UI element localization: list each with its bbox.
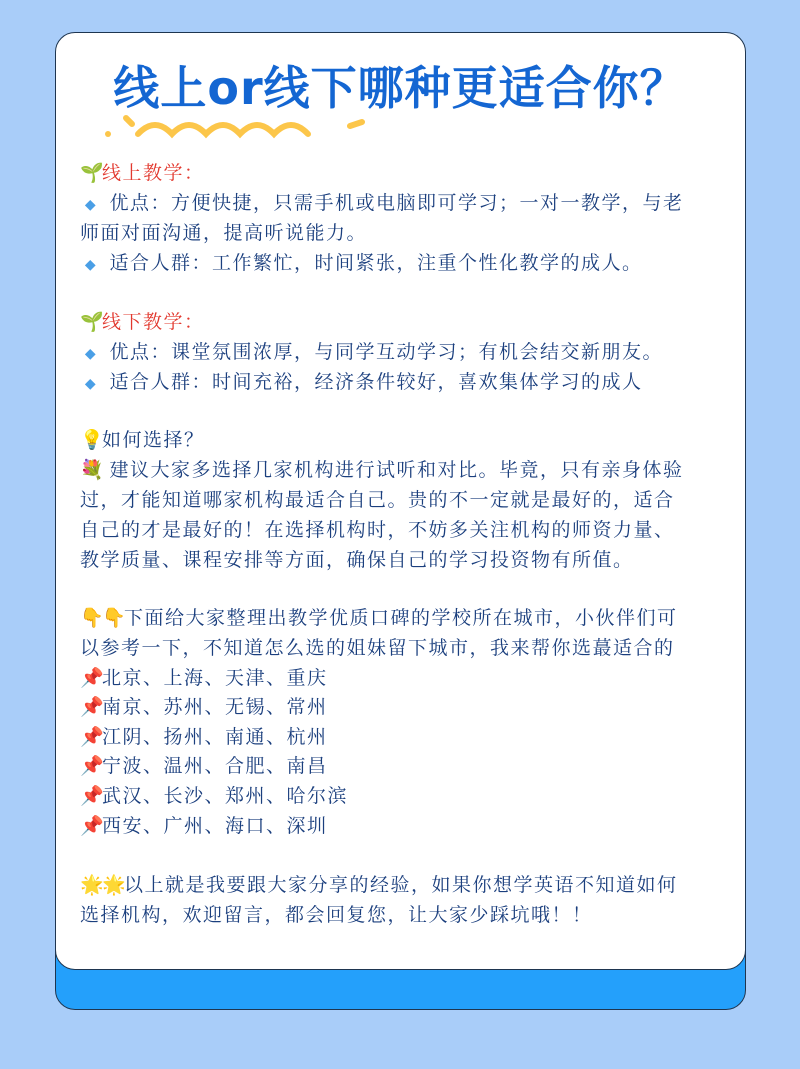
pin-icon: 📌 [80, 696, 106, 718]
cities-intro-cont: 以参考一下，不知道怎么选的姐妹留下城市，我来帮你选蕞适合的 [80, 637, 675, 659]
cities-intro: 👇👇下面给大家整理出教学优质口碑的学校所在城市，小伙伴们可 [80, 603, 678, 633]
city-group: 📌宁波、温州、合肥、南昌 [80, 751, 328, 781]
online-audience: ◆ 适合人群：工作繁忙，时间紧张，注重个性化教学的成人。 [80, 248, 643, 280]
sprout-icon: 🌱 [80, 162, 106, 184]
city-group: 📌西安、广州、海口、深圳 [80, 811, 328, 841]
choose-line: 过，才能知道哪家机构最适合自己。贵的不一定就是最好的，适合 [80, 489, 675, 511]
choose-heading: 💡如何选择？ [80, 425, 205, 455]
sprout-icon: 🌱 [80, 311, 106, 333]
point-down-icon: 👇 [80, 607, 106, 629]
city-group: 📌武汉、长沙、郑州、哈尔滨 [80, 781, 348, 811]
star-icon: 🌟 [80, 874, 106, 896]
bulb-icon: 💡 [80, 429, 106, 451]
choose-line: 💐 建议大家多选择几家机构进行试听和对比。毕竟，只有亲身体验 [80, 455, 684, 485]
city-group: 📌南京、苏州、无锡、常州 [80, 692, 328, 722]
bouquet-icon: 💐 [80, 459, 106, 481]
city-group: 📌江阴、扬州、南通、杭州 [80, 722, 328, 752]
point-down-icon: 👇 [102, 607, 128, 629]
offline-pros: ◆ 优点：课堂氛围浓厚，与同学互动学习；有机会结交新朋友。 [80, 337, 663, 369]
pin-icon: 📌 [80, 726, 106, 748]
pin-icon: 📌 [80, 785, 106, 807]
pin-icon: 📌 [80, 815, 106, 837]
pin-icon: 📌 [80, 667, 106, 689]
offline-audience: ◆ 适合人群：时间充裕，经济条件较好，喜欢集体学习的成人 [80, 367, 643, 399]
online-pros-cont: 师面对面沟通，提高听说能力。 [80, 222, 368, 244]
closing-line: 🌟🌟以上就是我要跟大家分享的经验，如果你想学英语不知道如何 [80, 870, 678, 900]
city-group: 📌北京、上海、天津、重庆 [80, 663, 328, 693]
diamond-icon: ◆ [84, 257, 98, 273]
diamond-icon: ◆ [84, 346, 98, 362]
star-icon: 🌟 [102, 874, 128, 896]
choose-line: 自己的才是最好的！在选择机构时，不妨多关注机构的师资力量、 [80, 519, 675, 541]
online-pros: ◆ 优点：方便快捷，只需手机或电脑即可学习；一对一教学，与老 [80, 188, 684, 220]
closing-line: 选择机构，欢迎留言，都会回复您，让大家少踩坑哦！！ [80, 904, 593, 926]
page-title: 线上or线下哪种更适合你？ [113, 61, 687, 115]
diamond-icon: ◆ [84, 376, 98, 392]
online-heading: 🌱线上教学： [80, 158, 205, 188]
diamond-icon: ◆ [84, 197, 98, 213]
choose-line: 教学质量、课程安排等方面，确保自己的学习投资物有所值。 [80, 549, 634, 571]
pin-icon: 📌 [80, 755, 106, 777]
squiggle-decoration [100, 112, 370, 142]
offline-heading: 🌱线下教学： [80, 307, 205, 337]
